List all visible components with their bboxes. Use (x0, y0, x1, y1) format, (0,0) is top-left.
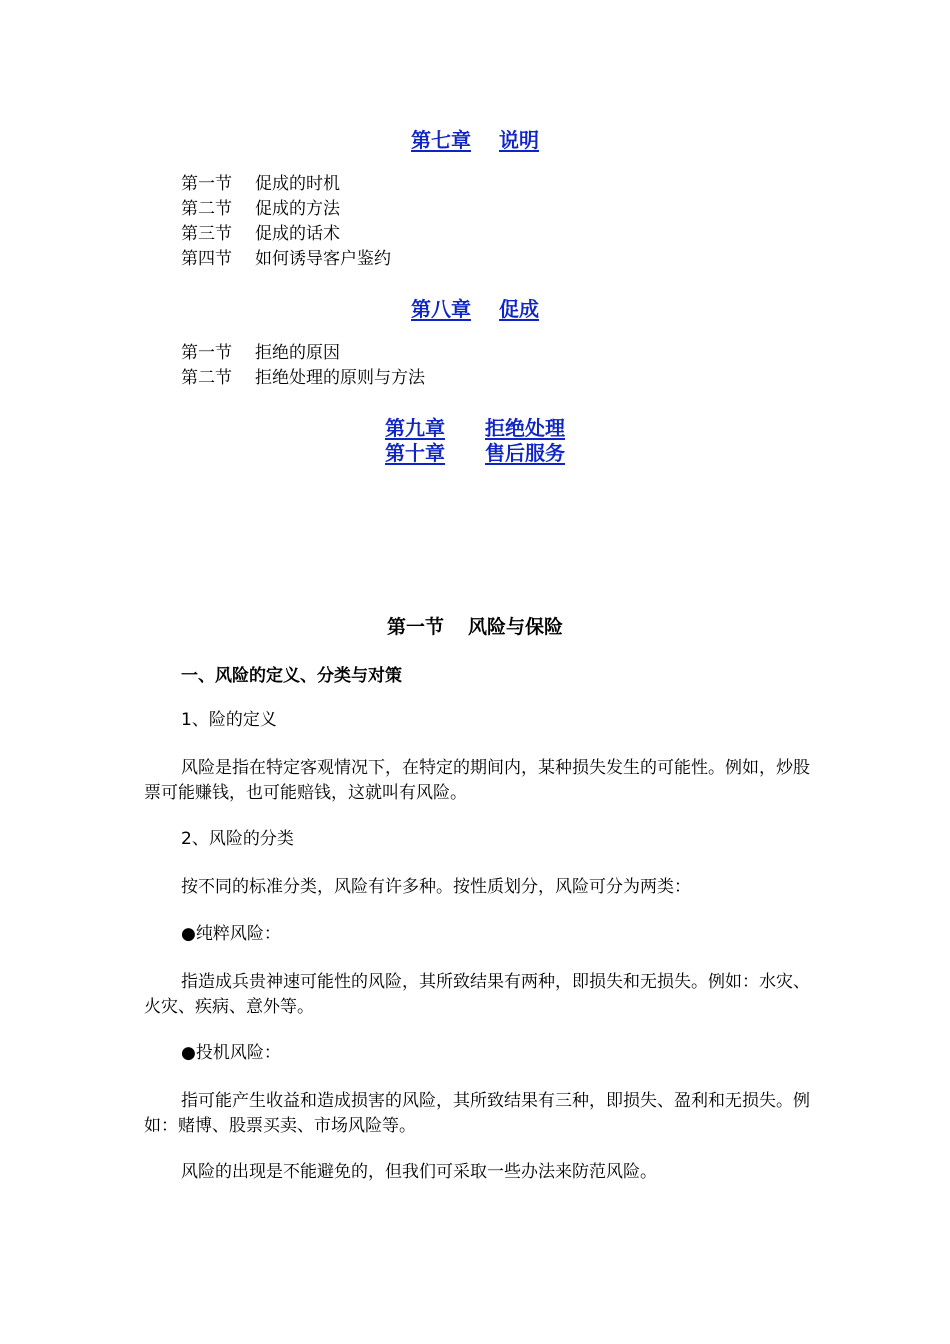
paragraph: 按不同的标准分类，风险有许多种。按性质划分，风险可分为两类： (181, 877, 691, 897)
paragraph: 风险是指在特定客观情况下，在特定的期间内，某种损失发生的可能性。例如，炒股票可能赚钱，也可能赔钱，这就叫有风险。 (144, 758, 810, 803)
paragraph: ●纯粹风险： (181, 924, 281, 944)
toc-item: 第三节 促成的话术 (181, 224, 340, 244)
chapter-9-link[interactable]: 第九章 拒绝处理 (385, 416, 565, 440)
paragraph: 指造成兵贵神速可能性的风险，其所致结果有两种，即损失和无损失。例如：水灾、火灾、疾病、意外等。 (144, 972, 810, 1017)
section-heading: 第一节 风险与保险 (386, 616, 564, 638)
toc-item: 第一节 拒绝的原因 (181, 343, 340, 363)
chapter-10-heading[interactable] (0, 437, 950, 466)
paragraph: ●投机风险： (181, 1043, 281, 1063)
toc-item: 第二节 拒绝处理的原则与方法 (181, 368, 425, 388)
paragraph: 2、风险的分类 (181, 829, 294, 849)
toc-item: 第二节 促成的方法 (181, 199, 340, 219)
chapter-10-link[interactable]: 第十章 售后服务 (385, 441, 565, 465)
chapter-8-toc (181, 341, 425, 391)
chapter-8-link[interactable]: 第八章 促成 (411, 297, 539, 321)
paragraph: 指可能产生收益和造成损害的风险，其所致结果有三种，即损失、盈利和无损失。例如：赌博、股票买卖、市场风险等。 (144, 1091, 810, 1136)
subheading: 一、风险的定义、分类与对策 (181, 666, 402, 686)
toc-item: 第四节 如何诱导客户鉴约 (181, 249, 391, 269)
paragraph: 风险的出现是不能避免的，但我们可采取一些办法来防范风险。 (181, 1162, 657, 1182)
toc-item: 第一节 促成的时机 (181, 174, 340, 194)
paragraph: 1、险的定义 (181, 710, 277, 730)
chapter-7-heading[interactable] (0, 124, 950, 153)
chapter-7-toc (181, 172, 391, 272)
chapter-7-link[interactable]: 第七章 说明 (411, 128, 539, 152)
chapter-8-heading[interactable] (0, 293, 950, 322)
